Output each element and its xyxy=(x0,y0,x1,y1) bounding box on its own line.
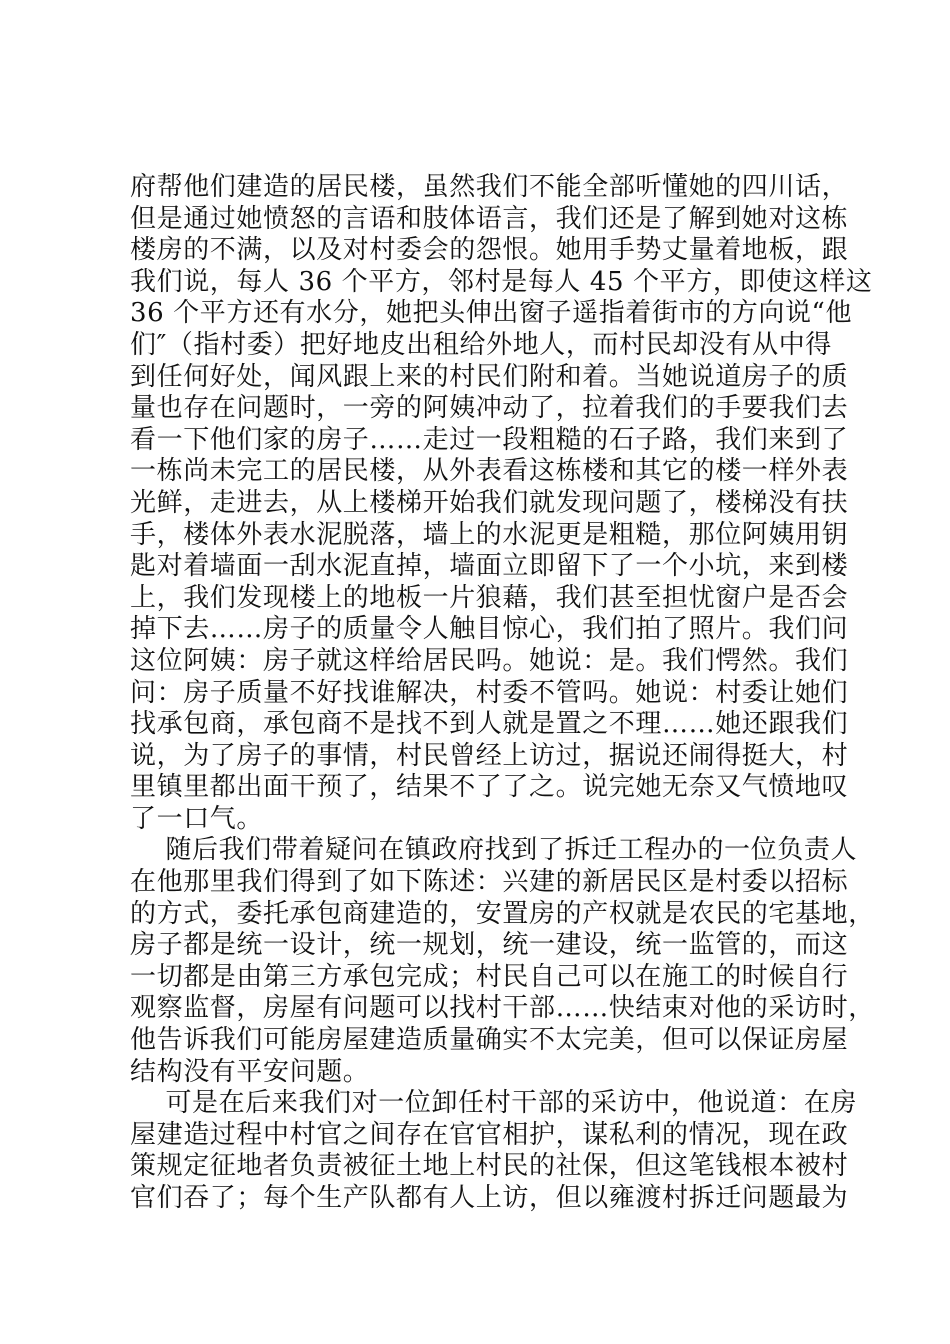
text-line: 策规定征地者负责被征土地上村民的社保，但这笔钱根本被村 xyxy=(130,1151,849,1182)
text-line: 观察监督，房屋有问题可以找村干部……快结束对他的采访时， xyxy=(130,993,875,1024)
text-line: 房子都是统一设计，统一规划，统一建设，统一监管的，而这 xyxy=(130,930,849,961)
text-line: 36 个平方还有水分，她把头伸出窗子遥指着街市的方向说“他 xyxy=(130,298,853,329)
text-line: 到任何好处，闻风跟上来的村民们附和着。当她说道房子的质 xyxy=(130,361,849,392)
text-line: 屋建造过程中村官之间存在官官相护，谋私利的情况，现在政 xyxy=(130,1119,849,1150)
text-line: 匙对着墙面一刮水泥直掉，墙面立即留下了一个小坑，来到楼 xyxy=(130,551,849,582)
text-line: 可是在后来我们对一位卸任村干部的采访中，他说道：在房 xyxy=(130,1088,858,1119)
text-line: 一栋尚未完工的居民楼，从外表看这栋楼和其它的楼一样外表 xyxy=(130,456,849,487)
text-line: 光鲜，走进去，从上楼梯开始我们就发现问题了，楼梯没有扶 xyxy=(130,487,849,518)
text-line: 他告诉我们可能房屋建造质量确实不太完美，但可以保证房屋 xyxy=(130,1025,849,1056)
text-line: 我们说，每人 36 个平方，邻村是每人 45 个平方，即使这样这 xyxy=(130,266,873,297)
text-line: 手，楼体外表水泥脱落，墙上的水泥更是粗糙，那位阿姨用钥 xyxy=(130,519,849,550)
text-line: 结构没有平安问题。 xyxy=(130,1056,370,1087)
text-line: 府帮他们建造的居民楼，虽然我们不能全部听懂她的四川话， xyxy=(130,172,849,202)
text-line: 一切都是由第三方承包完成；村民自己可以在施工的时候自行 xyxy=(130,961,849,992)
text-line: 这位阿姨：房子就这样给居民吗。她说：是。我们愕然。我们 xyxy=(130,645,849,676)
text-line: 看一下他们家的房子……走过一段粗糙的石子路，我们来到了 xyxy=(130,424,849,455)
text-line: 找承包商，承包商不是找不到人就是置之不理……她还跟我们 xyxy=(130,709,849,740)
text-line: 楼房的不满，以及对村委会的怨恨。她用手势丈量着地板，跟 xyxy=(130,235,849,266)
text-line: 的方式，委托承包商建造的，安置房的产权就是农民的宅基地， xyxy=(130,898,875,929)
text-line: 随后我们带着疑问在镇政府找到了拆迁工程办的一位负责人 xyxy=(130,835,858,866)
text-line: 但是通过她愤怒的言语和肢体语言，我们还是了解到她对这栋 xyxy=(130,203,849,234)
text-line: 量也存在问题时，一旁的阿姨冲动了，拉着我们的手要我们去 xyxy=(130,393,849,424)
text-line: 问：房子质量不好找谁解决，村委不管吗。她说：村委让她们 xyxy=(130,677,849,708)
text-line: 在他那里我们得到了如下陈述：兴建的新居民区是村委以招标 xyxy=(130,867,849,898)
text-line: 掉下去……房子的质量令人触目惊心，我们拍了照片。我们问 xyxy=(130,614,849,645)
text-line: 里镇里都出面干预了，结果不了了之。说完她无奈又气愤地叹 xyxy=(130,772,849,803)
text-line: 上，我们发现楼上的地板一片狼藉，我们甚至担忧窗户是否会 xyxy=(130,582,849,613)
text-line: 官们吞了；每个生产队都有人上访，但以雍渡村拆迁问题最为 xyxy=(130,1183,849,1213)
text-line: 说，为了房子的事情，村民曾经上访过，据说还闹得挺大，村 xyxy=(130,740,849,771)
text-line: 们″（指村委）把好地皮出租给外地人，而村民却没有从中得 xyxy=(130,329,832,360)
text-line: 了一口气。 xyxy=(130,803,264,834)
body-text xyxy=(130,172,875,1215)
